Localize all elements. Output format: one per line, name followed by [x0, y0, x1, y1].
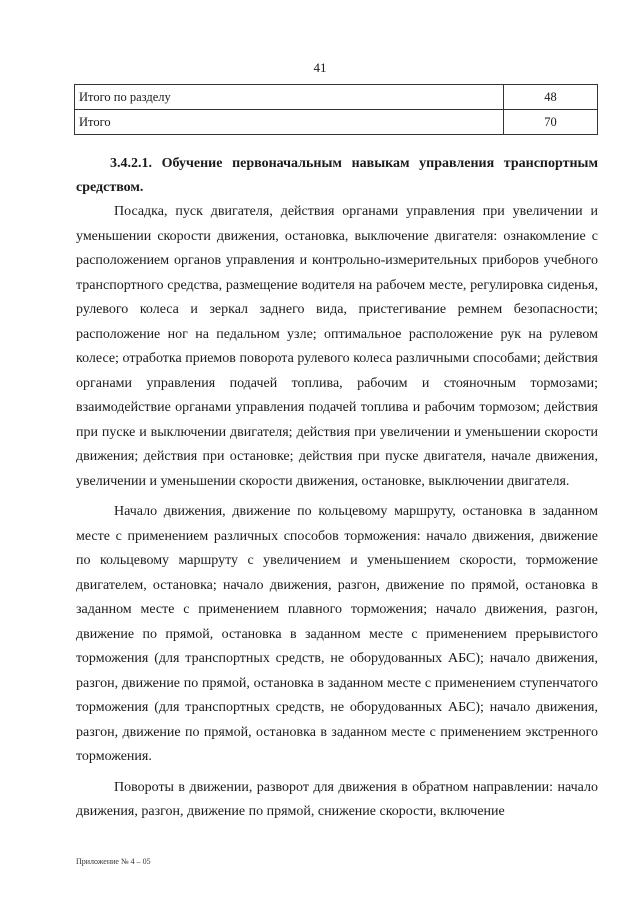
- table-row: [75, 110, 598, 135]
- table-cell-value: 70: [504, 110, 598, 135]
- table-row: [75, 85, 598, 110]
- paragraph: Повороты в движении, разворот для движения в обратном направлении: начало движения, разгон, движение по прямой, снижение скорости, включение: [76, 779, 598, 819]
- document-body: [76, 152, 598, 825]
- paragraph: Начало движения, движение по кольцевому маршруту, остановка в заданном месте с применением различных способов торможения: начало движения, движение по кольцевому маршруту с увеличением и уменьшением скорости, торможение двигателем, остановка; начало движения, разгон, движение по прямой, остановка в заданном месте с применением плавного торможения; начало движения, разгон, движение по прямой, остановка в заданном месте с применением прерывистого торможения (для транспортных средств, не оборудованных АБС); начало движения, разгон, движение по прямой, остановка в заданном месте с применением ступенчатого торможения (для транспортных средств, не оборудованных АБС); начало движения, разгон, движение по прямой, остановка в заданном месте с применением экстренного торможения.: [76, 504, 598, 764]
- page-number: 41: [313, 60, 327, 75]
- totals-table: [74, 84, 598, 135]
- footer-note: Приложение № 4 – 05: [76, 857, 151, 866]
- paragraph: Посадка, пуск двигателя, действия органами управления при увеличении и уменьшении скорости движения, остановка, выключение двигателя: ознакомление с расположением органов управления и контрольно-измерительных приборов учебного транспортного средства, размещение водителя на рабочем месте, регулировка сиденья, рулевого колеса и зеркал заднего вида, пристегивание ремнем безопасности; расположение ног на педальном узле; оптимальное расположение рук на рулевом колесе; отработка приемов поворота рулевого колеса различными способами; действия органами управления подачей топлива, рабочим и стояночным тормозами; взаимодействие органами управления подачей топлива и рабочим тормозом; действия при пуске и выключении двигателя; действия при увеличении и уменьшении скорости движения; действия при остановке; действия при пуске двигателя, начале движения, увеличении и уменьшении скорости движения, остановке, выключении двигателя.: [76, 204, 598, 489]
- section-heading: 3.4.2.1. Обучение первоначальным навыкам управления транспортным средством.: [76, 156, 598, 195]
- table-cell-label: Итого по разделу: [75, 85, 504, 110]
- table-cell-label: Итого: [75, 110, 504, 135]
- table-cell-value: 48: [504, 85, 598, 110]
